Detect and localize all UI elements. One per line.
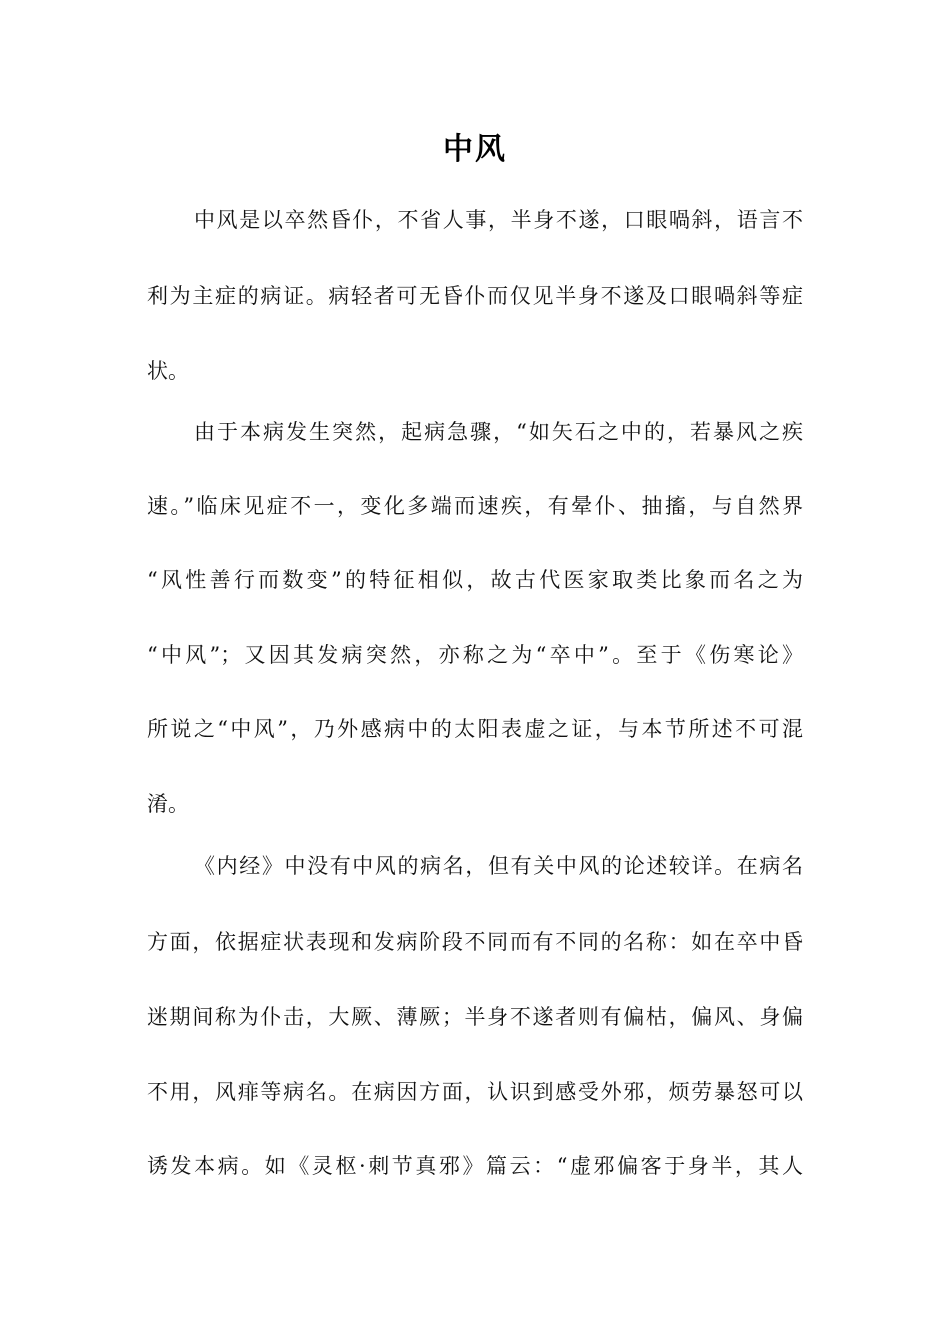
- paragraph-3-line-5: 诱发本病。如《灵枢·刺节真邪》篇云：“虚邪偏客于身半，其人: [147, 1154, 803, 1178]
- paragraph-3-line-1: 《内经》中没有中风的病名，但有关中风的论述较详。在病名: [194, 854, 803, 878]
- paragraph-3-line-2: 方面，依据症状表现和发病阶段不同而有不同的名称：如在卒中昏: [147, 930, 803, 954]
- paragraph-1-line-1: 中风是以卒然昏仆，不省人事，半身不遂，口眼喎斜，语言不: [194, 208, 803, 232]
- paragraph-2-line-1: 由于本病发生突然，起病急骤，“如矢石之中的，若暴风之疾: [194, 420, 803, 444]
- paragraph-2-line-4: “中风”；又因其发病突然，亦称之为“卒中”。至于《伤寒论》: [147, 643, 803, 667]
- paragraph-2-line-2: 速。”临床见症不一，变化多端而速疾，有晕仆、抽搐，与自然界: [147, 494, 803, 518]
- paragraph-3-line-4: 不用，风痱等病名。在病因方面，认识到感受外邪，烦劳暴怒可以: [147, 1080, 803, 1104]
- paragraph-2-line-5: 所说之“中风”，乃外感病中的太阳表虚之证，与本节所述不可混: [147, 717, 803, 741]
- paragraph-1-line-2: 利为主症的病证。病轻者可无昏仆而仅见半身不遂及口眼喎斜等症: [147, 284, 803, 308]
- paragraph-2-line-6: 淆。: [147, 792, 189, 816]
- paragraph-3-line-3: 迷期间称为仆击，大厥、薄厥；半身不遂者则有偏枯，偏风、身偏: [147, 1005, 803, 1029]
- document-title: 中风: [443, 132, 507, 167]
- paragraph-2-line-3: “风性善行而数变”的特征相似，故古代医家取类比象而名之为: [147, 568, 803, 592]
- paragraph-1-line-3: 状。: [147, 359, 189, 383]
